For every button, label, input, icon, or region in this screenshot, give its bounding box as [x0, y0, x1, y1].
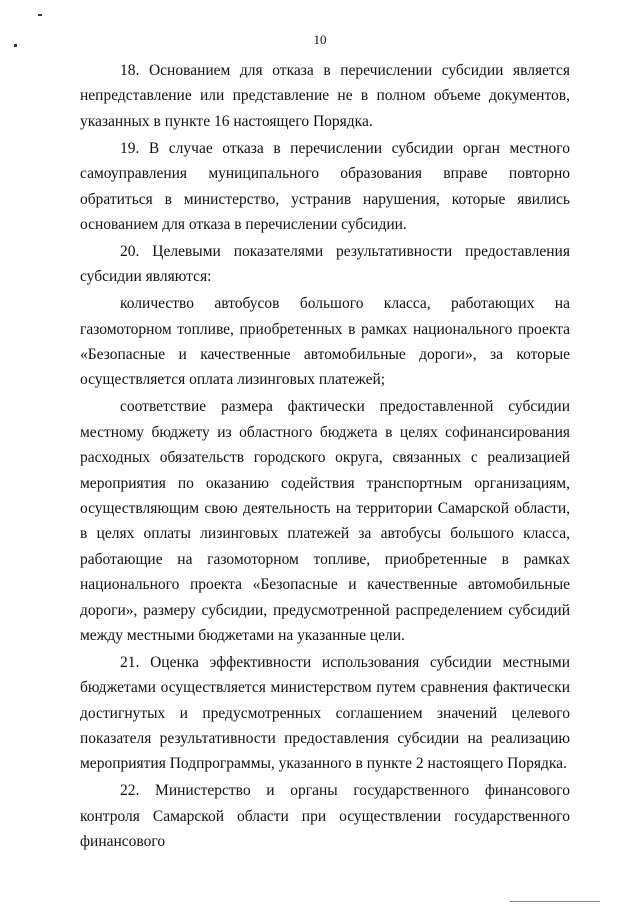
paragraph-21: 21. Оценка эффективности использования субсидии местными бюджетами осуществляется министерством путем сравнения фактически достигнутых и предусмотренных соглашением значений целевого показателя результативности предоставления субсидии на реализацию мероприятия Подпрограммы, указанного в пункте 2 настоящего Порядка.: [80, 653, 570, 773]
paragraph-20-item-bus-count: количество автобусов большого класса, работающих на газомоторном топливе, приобретенных в рамках национального проекта «Безопасные и качественные автомобильные дороги», за которые осуществляется оплата лизинговых платежей;: [80, 295, 570, 389]
paragraph-18: 18. Основанием для отказа в перечислении субсидии является непредставление или представление не в полном объеме документов, указанных в пункте 16 настоящего Порядка.: [80, 62, 570, 130]
scan-edge-mark: [510, 901, 600, 902]
paragraph-19: 19. В случае отказа в перечислении субсидии орган местного самоуправления муниципального образования вправе повторно обратиться в министерство, устранив нарушения, которые явились основанием для отказа в перечислении субсидии.: [80, 139, 570, 233]
paragraph-20-item-subsidy-match: соответствие размера фактически предоставленной субсидии местному бюджету из областного бюджета в целях софинансирования расходных обязательств городского округа, связанных с реализацией мероприятия по оказанию содействия транспортным организациям, осуществляющим свою деятельность на территории Самарской области, в целях оплаты лизинговых платежей за автобусы большого класса, работающие на газомоторном топливе, приобретенные в рамках национального проекта «Безопасные и качественные автомобильные дороги», размеру субсидии, предусмотренной распределением субсидий между местными бюджетами на указанные цели.: [80, 398, 570, 644]
paragraph-20: 20. Целевыми показателями результативности предоставления субсидии являются:: [80, 242, 570, 286]
paragraph-22: 22. Министерство и органы государственного финансового контроля Самарской области при осуществлении государственного финансового: [80, 782, 570, 851]
page-number: 10: [313, 32, 327, 47]
scan-speck: [38, 14, 42, 16]
document-body: [80, 58, 570, 856]
